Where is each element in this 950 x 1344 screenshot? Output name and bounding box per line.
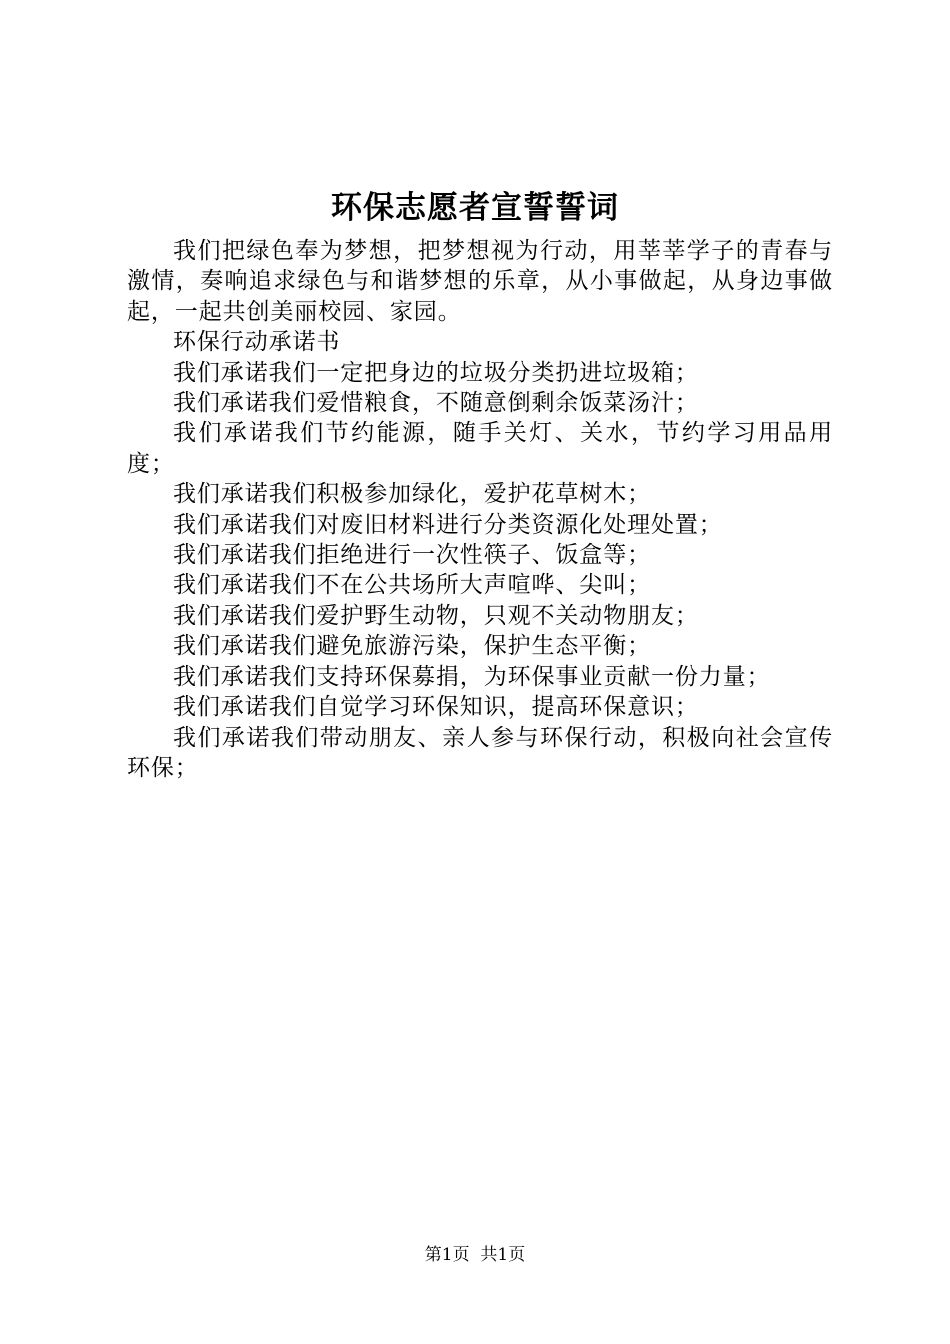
intro-paragraph: 我们把绿色奉为梦想，把梦想视为行动，用莘莘学子的青春与激情，奏响追求绿色与和谐梦想的乐章，从小事做起，从身边事做起，一起共创美丽校园、家园。 [127,238,833,325]
page-footer: 第1页 共1页 [424,1245,526,1265]
pledge-item: 我们承诺我们节约能源，随手关灯、关水，节约学习用品用度； [127,420,833,477]
pledge-item: 我们承诺我们拒绝进行一次性筷子、饭盒等； [173,542,651,569]
pledge-item: 我们承诺我们支持环保募捐，为环保事业贡献一份力量； [173,663,771,690]
pledge-item: 我们承诺我们积极参加绿化，爱护花草树木； [173,481,651,508]
pledge-item: 我们承诺我们爱护野生动物，只观不关动物朋友； [173,602,699,629]
pledge-item: 我们承诺我们对废旧材料进行分类资源化处理处置； [173,511,723,538]
pledge-item: 我们承诺我们一定把身边的垃圾分类扔进垃圾箱； [173,359,699,386]
pledge-item: 我们承诺我们爱惜粮食，不随意倒剩余饭菜汤汁； [173,390,699,417]
document-body [127,236,833,783]
document-title: 环保志愿者宣誓誓词 [331,190,619,226]
pledge-item: 我们承诺我们自觉学习环保知识，提高环保意识； [173,694,699,721]
pledge-item: 我们承诺我们避免旅游污染，保护生态平衡； [173,633,651,660]
pledge-item: 我们承诺我们不在公共场所大声喧哗、尖叫； [173,572,651,599]
section-heading: 环保行动承诺书 [173,329,341,356]
pledge-item: 我们承诺我们带动朋友、亲人参与环保行动，积极向社会宣传环保； [127,724,833,781]
